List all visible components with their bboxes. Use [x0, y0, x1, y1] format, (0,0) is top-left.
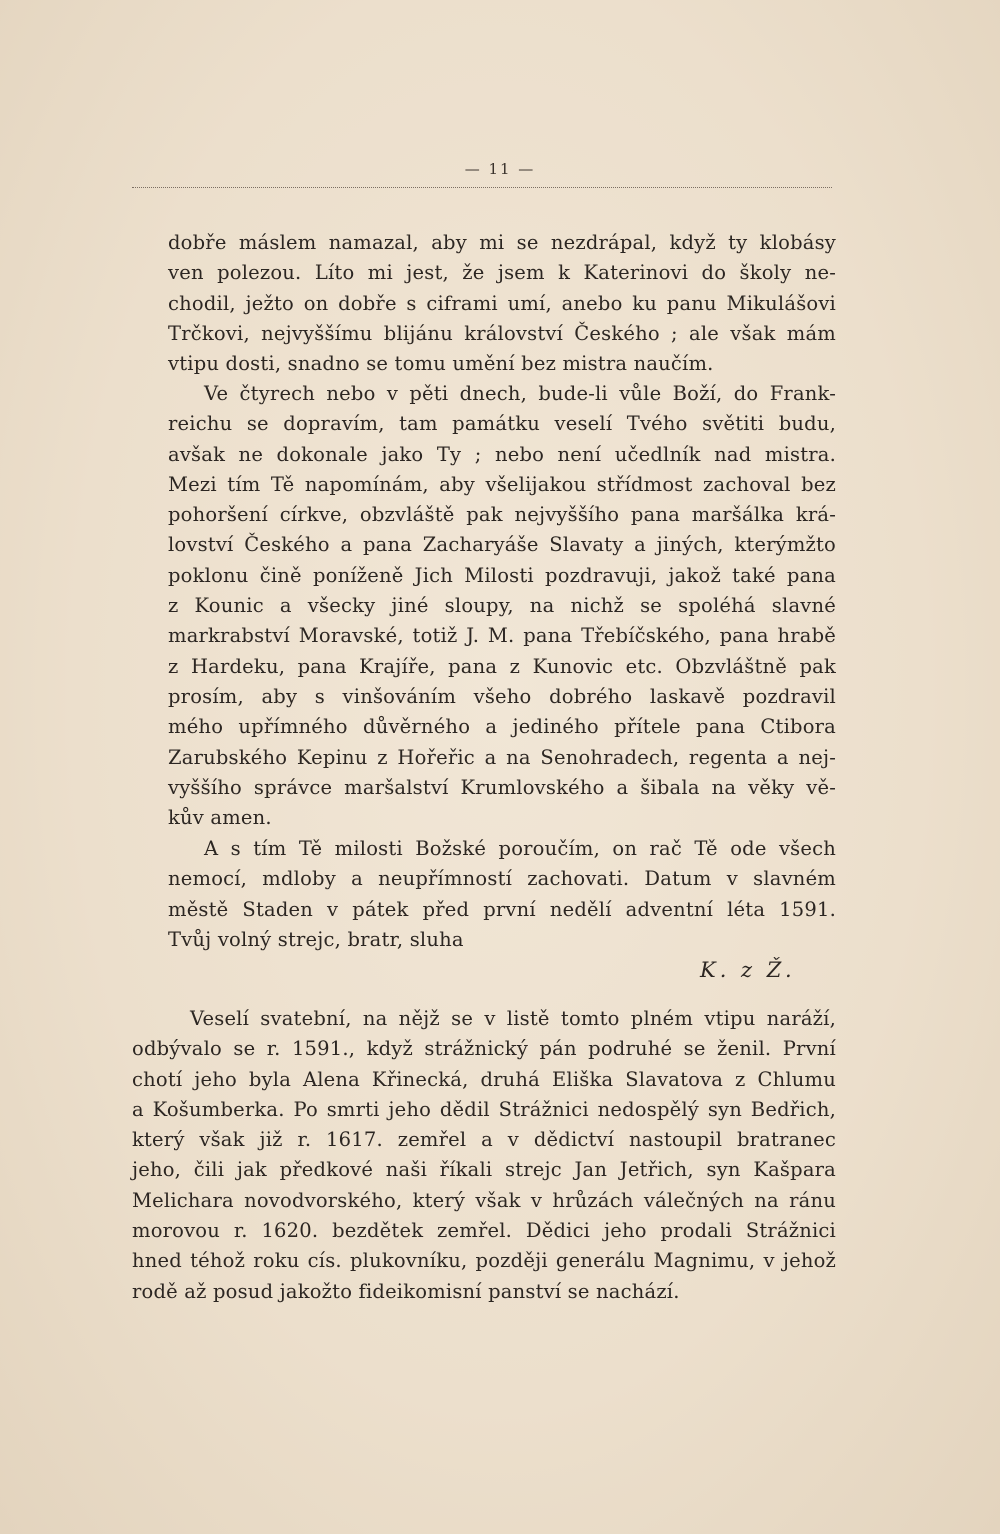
text-line: reichu se dopravím, tam památku veselí Tvého světiti budu, — [168, 412, 836, 436]
text-line: který však již r. 1617. zemřel a v dědictví nastoupil bratranec — [132, 1128, 836, 1152]
letter-paragraph-1 — [168, 228, 836, 379]
text-line: chodil, ježto on dobře s ciframi umí, anebo ku panu Mikulášovi — [168, 291, 836, 315]
text-line: vyššího správce maršalství Krumlovského a šibala na věky vě- — [168, 775, 836, 799]
text-line: chotí jeho byla Alena Křinecká, druhá Eliška Slavatova z Chlumu — [132, 1067, 836, 1091]
text-line: markrabství Moravské, totiž J. M. pana Třebíčského, pana hrabě — [168, 624, 836, 648]
text-line: Mezi tím Tě napomínám, aby všelijakou střídmost zachoval bez — [168, 472, 836, 496]
text-line: vtipu dosti, snadno se tomu umění bez mistra naučím. — [168, 352, 714, 376]
text-line: jeho, čili jak předkové naši říkali strejc Jan Jetřich, syn Kašpara — [132, 1158, 836, 1182]
text-line: pohoršení církve, obzvláště pak nejvyššího pana maršálka krá- — [168, 503, 836, 527]
text-line: Tvůj volný strejc, bratr, sluha — [168, 927, 464, 951]
text-line: morovou r. 1620. bezdětek zemřel. Dědici jeho prodali Strážnici — [132, 1219, 836, 1243]
header-rule — [132, 187, 832, 188]
text-line: z Hardeku, pana Krajíře, pana z Kunovic etc. Obzvláštně pak — [168, 654, 836, 678]
text-line: lovství Českého a pana Zacharyáše Slavaty a jiných, kterýmžto — [168, 533, 836, 557]
text-line: kův amen. — [168, 806, 272, 830]
text-line: prosím, aby s vinšováním všeho dobrého laskavě pozdravil — [168, 684, 836, 708]
text-line: Trčkovi, nejvyššímu blijánu království Českého ; ale však mám — [168, 321, 836, 345]
text-line: ven polezou. Líto mi jest, že jsem k Katerinovi do školy ne- — [168, 261, 836, 285]
text-line: mého upřímného důvěrného a jediného přítele pana Ctibora — [168, 715, 836, 739]
text-line: Veselí svatební, na nějž se v listě tomto plném vtipu naráží, — [190, 1007, 836, 1030]
text-line: dobře máslem namazal, aby mi se nezdrápal, když ty klobásy — [168, 231, 836, 254]
text-line: A s tím Tě milosti Božské poroučím, on rač Tě ode všech — [204, 837, 836, 860]
letter-paragraph-3 — [168, 834, 836, 955]
text-line: z Kounic a všecky jiné sloupy, na nichž se spoléhá slavné — [168, 594, 836, 618]
text-line: nemocí, mdloby a neupřímností zachovati. Datum v slavném — [168, 867, 836, 891]
text-line: Ve čtyrech nebo v pěti dnech, bude-li vůle Boží, do Frank- — [204, 382, 836, 405]
text-line: Melichara novodvorského, který však v hrůzách válečných na ránu — [132, 1188, 836, 1212]
text-line: rodě až posud jakožto fideikomisní panství se nachází. — [132, 1279, 680, 1303]
text-line: poklonu čině poníženě Jich Milosti pozdravuji, jakož také pana — [168, 563, 836, 587]
text-line: avšak ne dokonale jako Ty ; nebo není učedlník nad mistra. — [168, 442, 836, 466]
text-line: a Košumberka. Po smrti jeho dědil Strážnici nedospělý syn Bedřich, — [132, 1097, 836, 1121]
text-line: Zarubského Kepinu z Hořeřic a na Senohradech, regenta a nej- — [168, 745, 836, 769]
text-line: odbývalo se r. 1591., když strážnický pán podruhé se ženil. První — [132, 1037, 836, 1061]
page-number: — 11 — — [464, 160, 536, 178]
text-line: hned téhož roku cís. plukovníku, později generálu Magnimu, v jehož — [132, 1249, 836, 1273]
letter-paragraph-2 — [168, 379, 836, 833]
text-line: městě Staden v pátek před první nedělí adventní léta 1591. — [168, 897, 836, 921]
commentary-paragraph — [132, 1004, 836, 1307]
signature: K. z Ž. — [700, 958, 796, 982]
